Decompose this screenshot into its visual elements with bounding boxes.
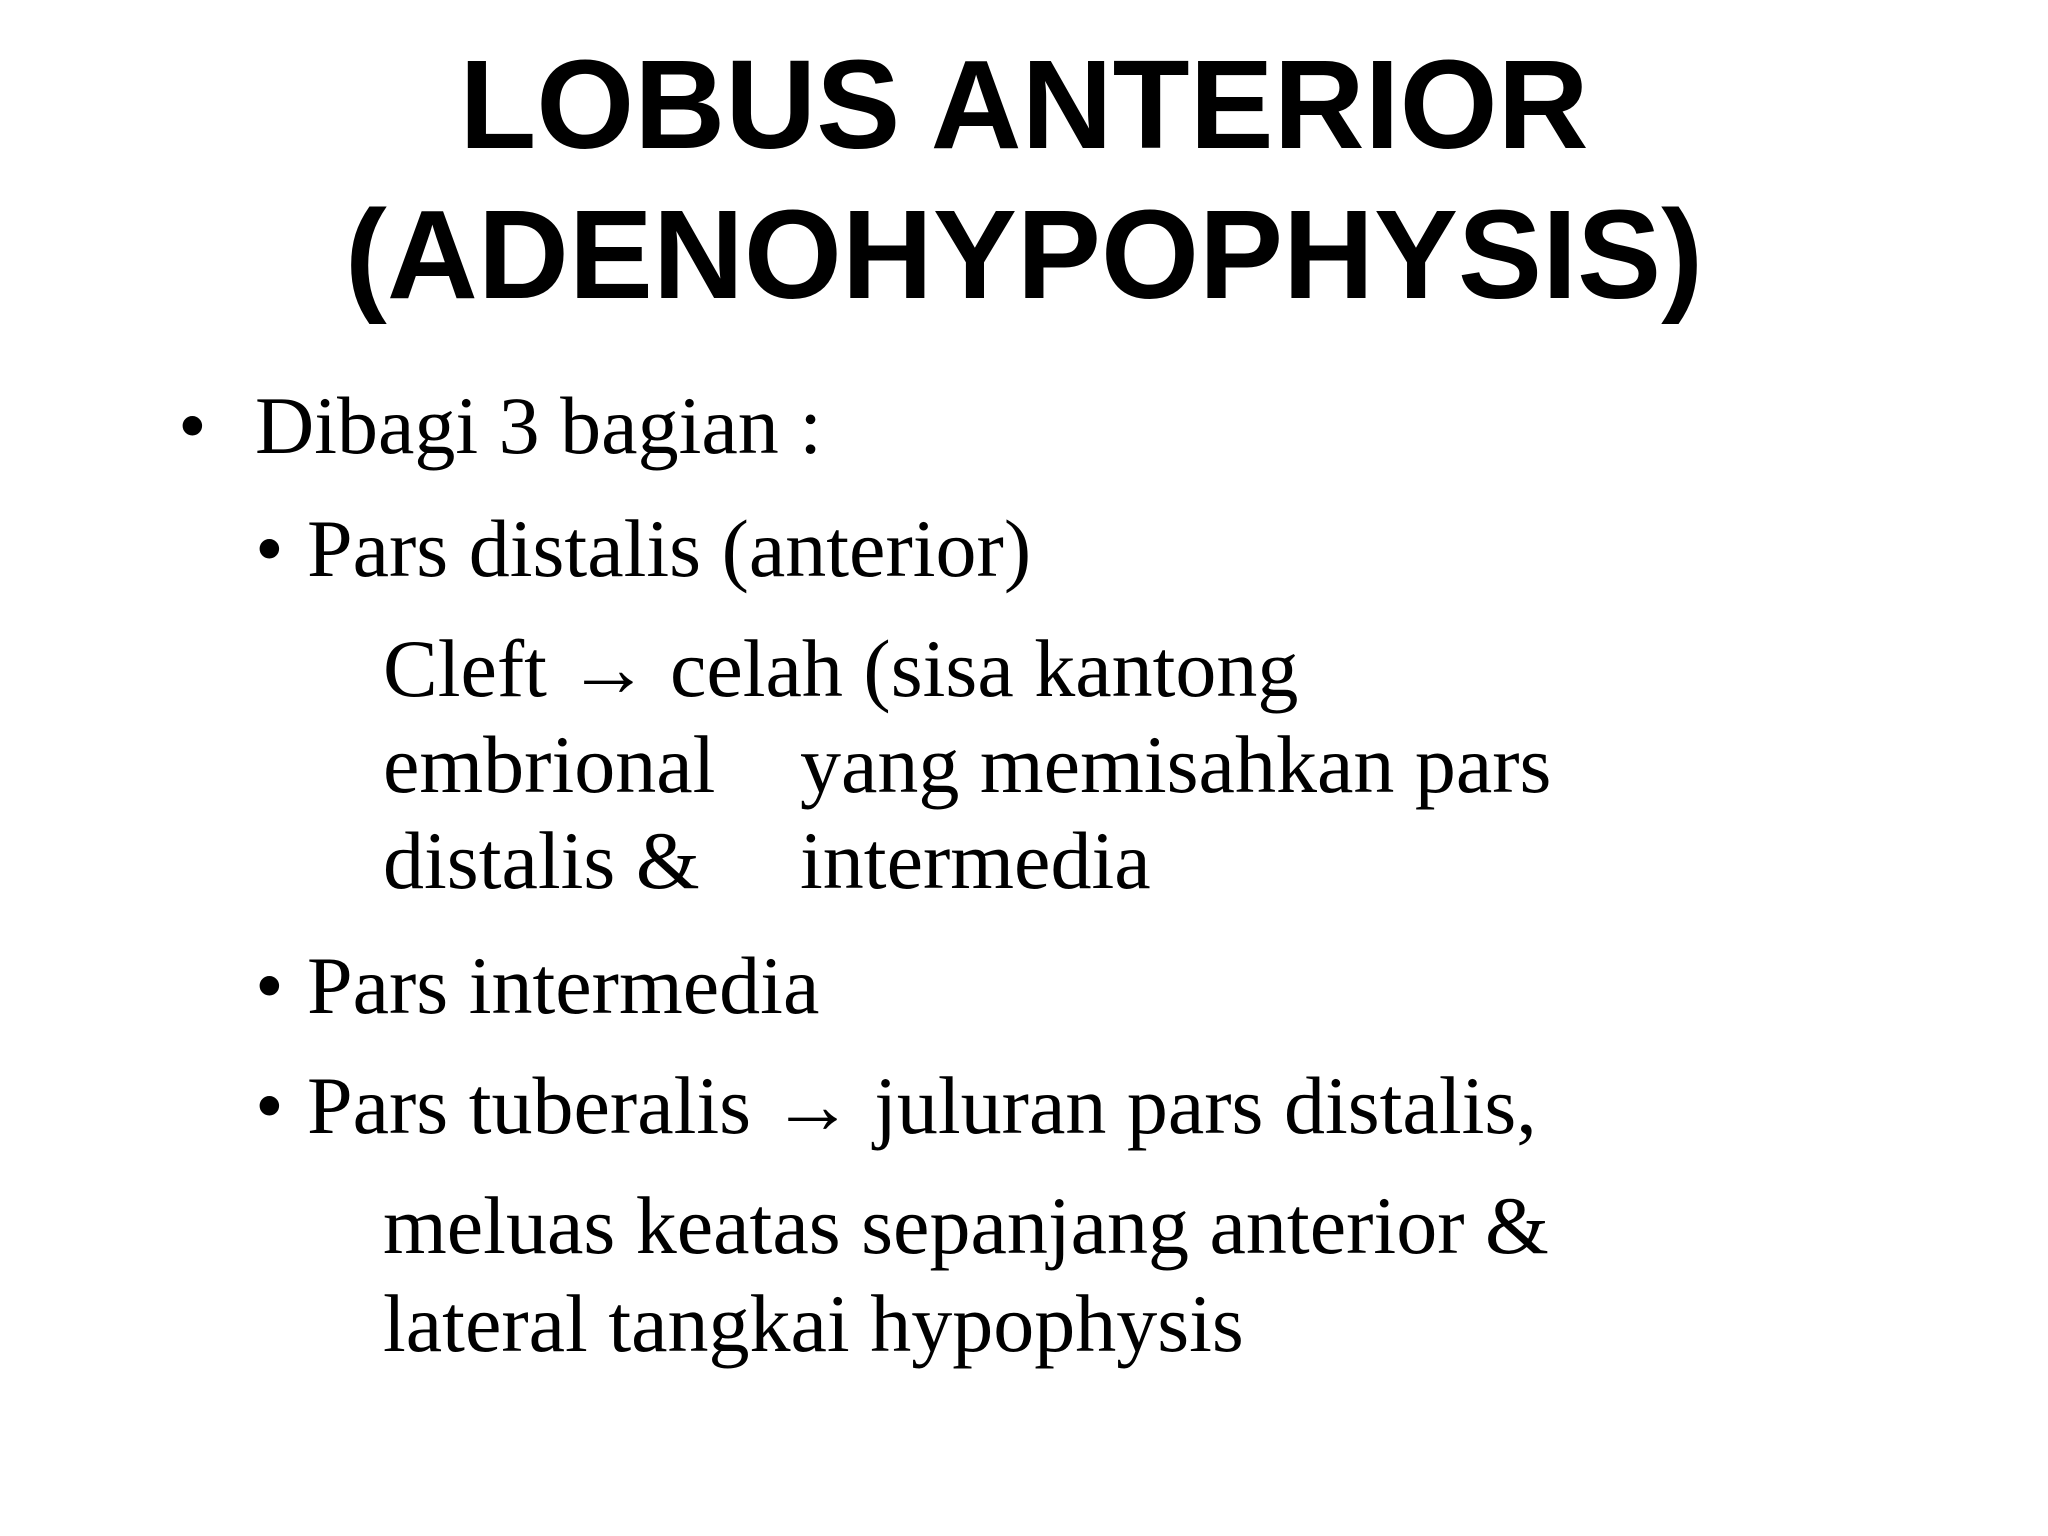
bullet-item-pars-intermedia: Pars intermedia bbox=[307, 940, 820, 1031]
detail-line: Cleft → celah (sisa kantong bbox=[383, 623, 1299, 714]
detail-line: embrional bbox=[383, 719, 716, 810]
bullet-marker: • bbox=[178, 380, 207, 471]
bullet-item-pars-distalis: Pars distalis (anterior) bbox=[307, 503, 1032, 594]
bullet-level1-text: Dibagi 3 bagian : bbox=[255, 380, 823, 471]
detail-line: distalis & bbox=[383, 815, 700, 906]
bullet-item-pars-tuberalis: Pars tuberalis → juluran pars distalis, bbox=[307, 1060, 1537, 1151]
bullet-marker: • bbox=[255, 940, 284, 1031]
bullet-marker: • bbox=[255, 503, 284, 594]
bullet-marker: • bbox=[255, 1060, 284, 1151]
detail-line: intermedia bbox=[800, 815, 1151, 906]
detail-line: meluas keatas sepanjang anterior & bbox=[383, 1180, 1549, 1271]
detail-line: lateral tangkai hypophysis bbox=[383, 1278, 1244, 1369]
slide-title-line-2: (ADENOHYPOPHYSIS) bbox=[344, 184, 1704, 325]
slide-title bbox=[0, 30, 2048, 330]
slide-title-line-1: LOBUS ANTERIOR bbox=[459, 34, 1589, 175]
detail-line: yang memisahkan pars bbox=[800, 719, 1552, 810]
